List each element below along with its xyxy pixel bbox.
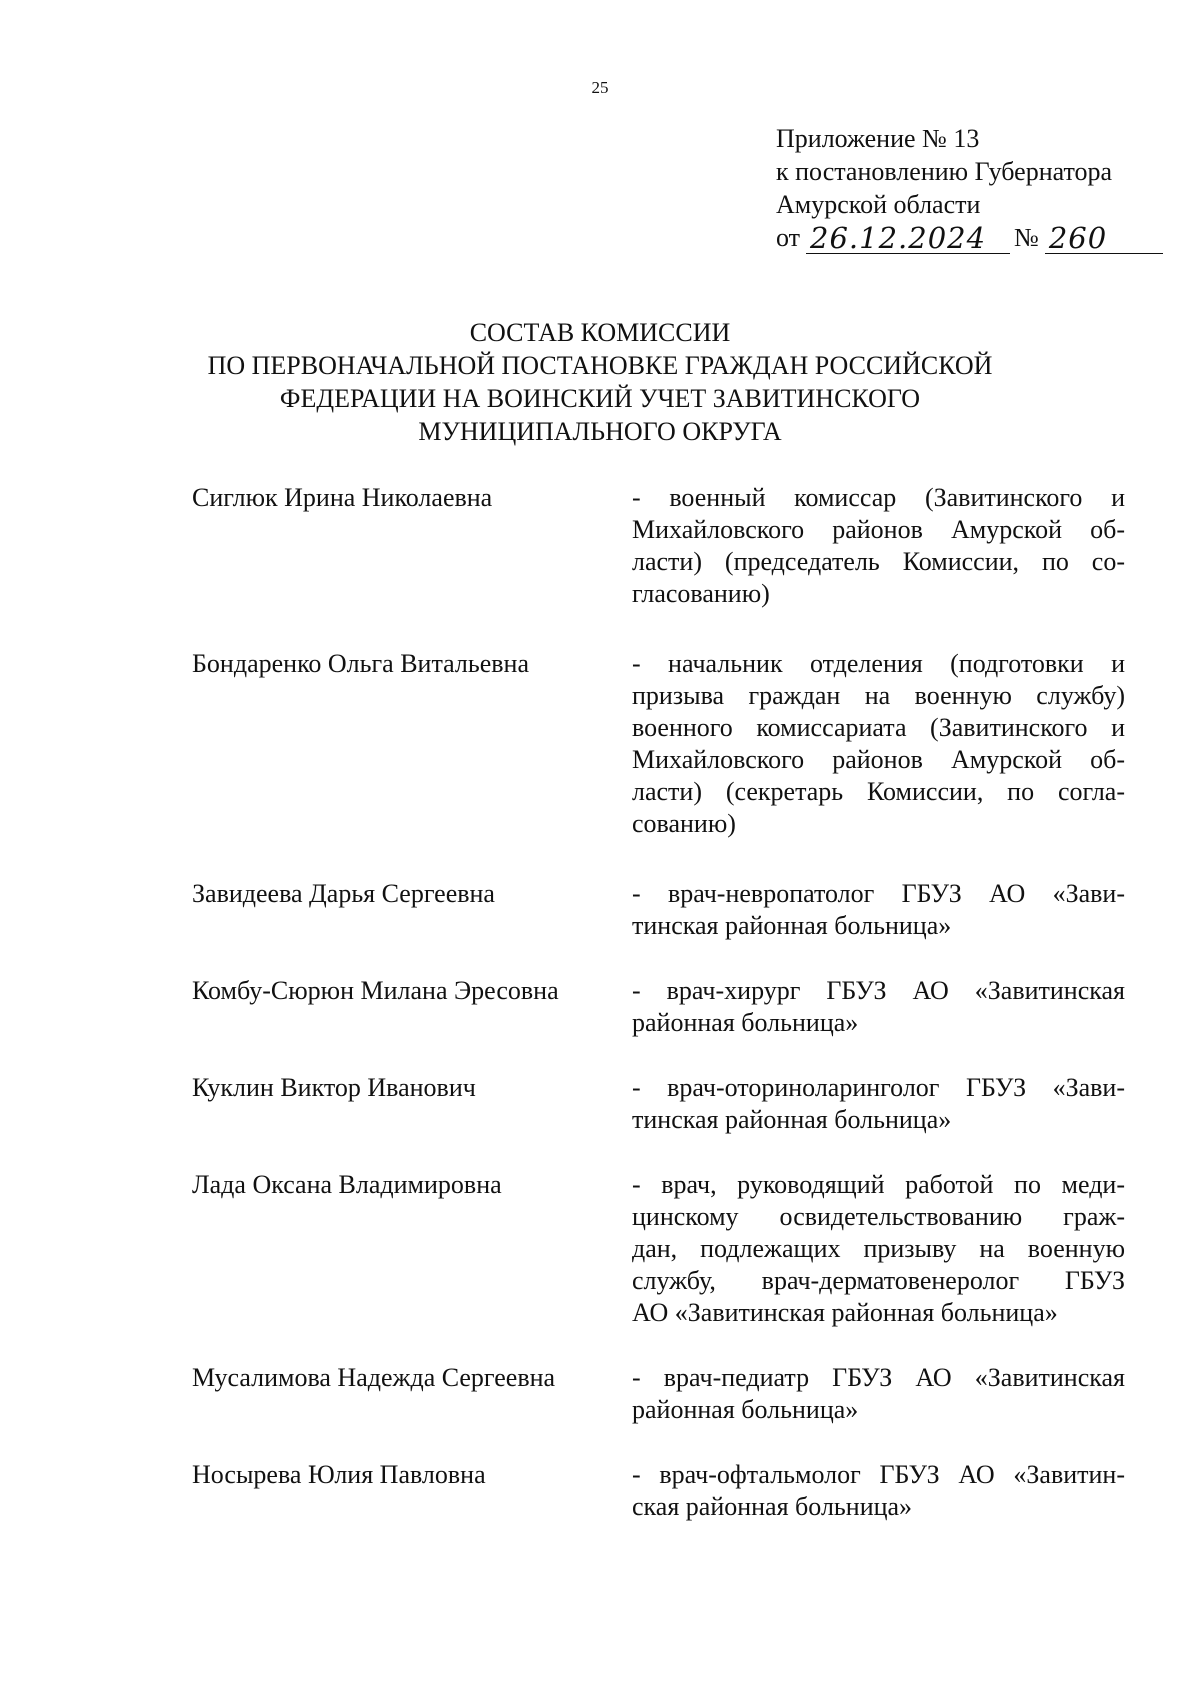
member-name: Лада Оксана Владимировна <box>192 1170 502 1199</box>
member-role <box>632 975 1125 1039</box>
document-title <box>0 316 1200 448</box>
member-row <box>192 1362 1125 1426</box>
appendix-block <box>776 122 1186 254</box>
title-line: МУНИЦИПАЛЬНОГО ОКРУГА <box>418 417 782 446</box>
member-name: Бондаренко Ольга Витальевна <box>192 649 529 678</box>
date-prefix: от <box>776 223 801 252</box>
member-role-line: ская районная больница» <box>632 1492 913 1521</box>
member-row <box>192 1072 1125 1136</box>
member-role-line: Михайловского районов Амурской об- <box>632 515 1125 544</box>
member-role-line: - врач-офтальмолог ГБУЗ АО «Завитин- <box>632 1460 1125 1489</box>
member-row <box>192 878 1125 942</box>
members-list <box>192 482 1125 1523</box>
member-role-line: службу, врач-дерматовенеролог ГБУЗ <box>632 1266 1125 1295</box>
member-role-line: - врач-невропатолог ГБУЗ АО «Зави- <box>632 879 1125 908</box>
member-role-line: сованию) <box>632 809 736 838</box>
member-role <box>632 1362 1125 1426</box>
member-role-line: районная больница» <box>632 1395 859 1424</box>
member-row <box>192 1459 1125 1523</box>
member-role <box>632 482 1125 610</box>
member-name: Носырева Юлия Павловна <box>192 1460 486 1489</box>
appendix-title: Приложение № 13 <box>776 124 980 153</box>
member-role <box>632 1459 1125 1523</box>
member-role <box>632 878 1125 942</box>
title-line: ПО ПЕРВОНАЧАЛЬНОЙ ПОСТАНОВКЕ ГРАЖДАН РОССИЙСКОЙ <box>207 351 993 380</box>
member-row <box>192 648 1125 840</box>
member-role <box>632 1072 1125 1136</box>
member-role-line: Михайловского районов Амурской об- <box>632 745 1125 774</box>
member-role-line: ласти) (председатель Комиссии, по со- <box>632 547 1125 576</box>
member-role <box>632 648 1125 840</box>
member-name: Куклин Виктор Иванович <box>192 1073 476 1102</box>
number-prefix: № <box>1014 223 1039 252</box>
member-role-line: цинскому освидетельствованию граж- <box>632 1202 1125 1231</box>
member-name: Сиглюк Ирина Николаевна <box>192 483 493 512</box>
handwritten-number: 260 <box>1045 223 1163 254</box>
member-row <box>192 1169 1125 1329</box>
member-role-line: дан, подлежащих призыву на военную <box>632 1234 1125 1263</box>
member-role-line: ласти) (секретарь Комиссии, по согла- <box>632 777 1125 806</box>
member-role-line: - врач-хирург ГБУЗ АО «Завитинская <box>632 976 1125 1005</box>
member-row <box>192 482 1125 610</box>
member-name: Завидеева Дарья Сергеевна <box>192 879 495 908</box>
member-role-line: - врач, руководящий работой по меди- <box>632 1170 1125 1199</box>
member-name: Комбу-Сюрюн Милана Эресовна <box>192 976 559 1005</box>
member-row <box>192 975 1125 1039</box>
member-role-line: АО «Завитинская районная больница» <box>632 1298 1058 1327</box>
member-role-line: - начальник отделения (подготовки и <box>632 649 1125 678</box>
member-role-line: тинская районная больница» <box>632 1105 952 1134</box>
handwritten-date: 26.12.2024 <box>806 223 1010 254</box>
appendix-region: Амурской области <box>776 190 981 219</box>
title-line: ФЕДЕРАЦИИ НА ВОИНСКИЙ УЧЕТ ЗАВИТИНСКОГО <box>279 384 921 413</box>
member-role-line: районная больница» <box>632 1008 859 1037</box>
member-role-line: призыва граждан на военную службу) <box>632 681 1125 710</box>
member-role-line: военного комиссариата (Завитинского и <box>632 713 1125 742</box>
member-role-line: гласованию) <box>632 579 770 608</box>
page-number: 25 <box>591 78 609 97</box>
member-role-line: - военный комиссар (Завитинского и <box>632 483 1125 512</box>
appendix-decree-ref: к постановлению Губернатора <box>776 157 1113 186</box>
appendix-date-number-line <box>776 221 1186 254</box>
member-role-line: - врач-оториноларинголог ГБУЗ «Зави- <box>632 1073 1125 1102</box>
member-role-line: тинская районная больница» <box>632 911 952 940</box>
member-role <box>632 1169 1125 1329</box>
member-role-line: - врач-педиатр ГБУЗ АО «Завитинская <box>632 1363 1125 1392</box>
member-name: Мусалимова Надежда Сергеевна <box>192 1363 556 1392</box>
title-line: СОСТАВ КОМИССИИ <box>469 318 731 347</box>
